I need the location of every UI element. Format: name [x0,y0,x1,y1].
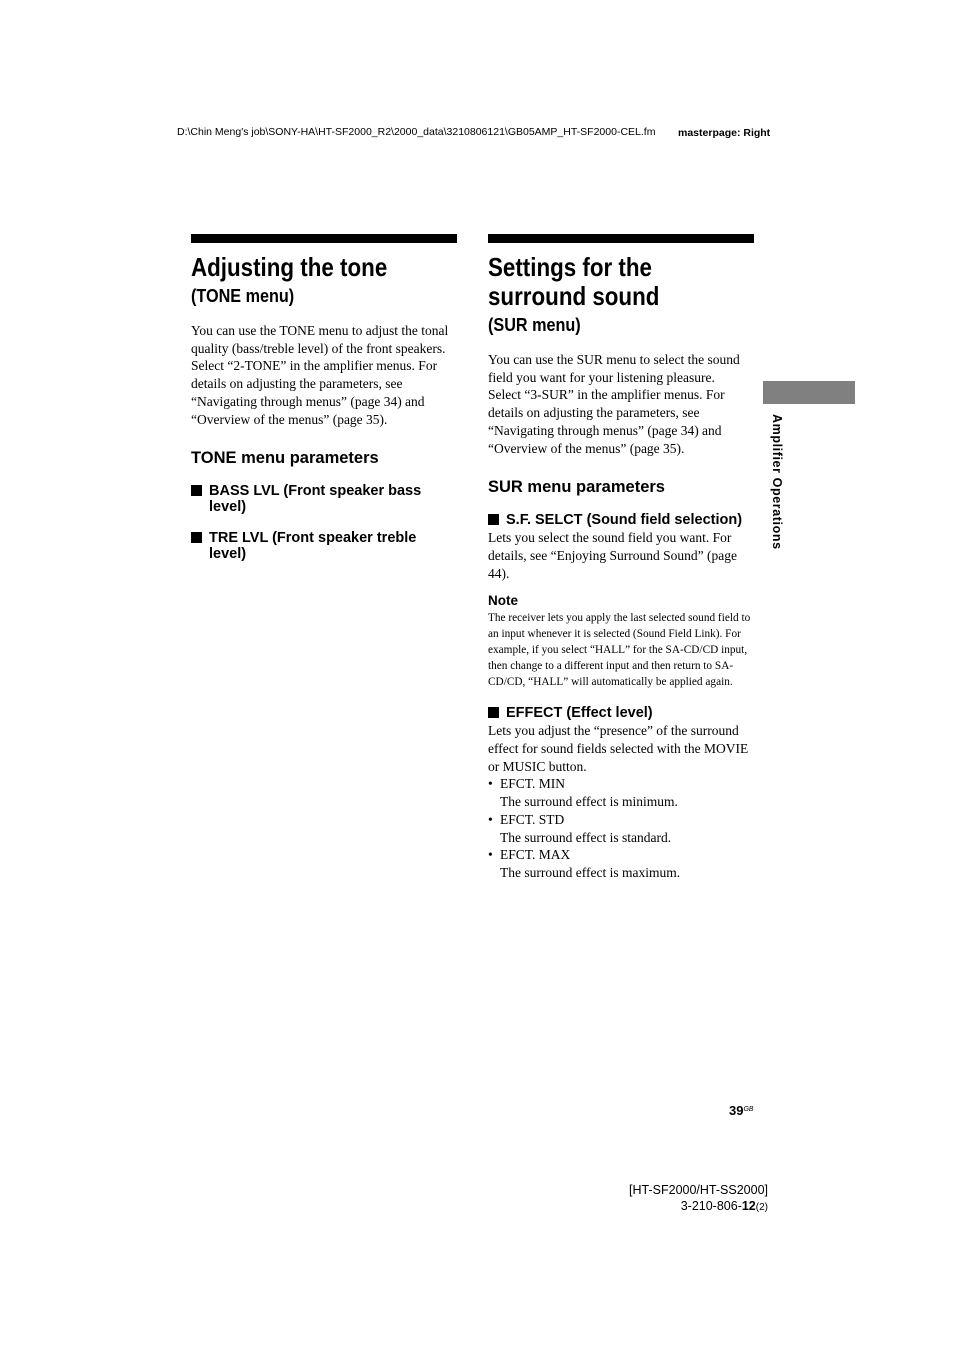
footer-code-rev: (2) [755,1202,768,1213]
tre-lvl-label: TRE LVL (Front speaker treble level) [209,530,417,563]
effect-description: Lets you adjust the “presence” of the surround effect for sound fields selected with the MOVIE or MUSIC button. [488,723,749,774]
bass-lvl-label: BASS LVL (Front speaker bass level) [209,483,422,516]
page-number-suffix: GB [743,1106,754,1113]
tone-subtitle: (TONE menu) [191,286,295,306]
bullet-dot-icon: • [488,811,493,827]
option-description: The surround effect is maximum. [500,864,681,880]
list-item [488,846,754,881]
masterpage-label: masterpage: Right [678,127,771,139]
list-item [488,775,754,810]
surround-intro [488,351,754,457]
bullet-dot-icon: • [488,776,493,792]
effect-label: EFFECT (Effect level) [506,705,653,722]
effect-options-list [488,775,754,881]
section-tab-label: Amplifier Operations [770,414,784,550]
sf-selct-heading [488,512,754,528]
surround-section [488,234,754,882]
option-description: The surround effect is minimum. [500,794,678,810]
option-term: EFCT. STD [500,811,565,827]
footer-code-line [629,1198,768,1216]
section-tab-marker [763,381,855,404]
bullet-dot-icon: • [488,847,493,863]
bass-lvl-heading [191,483,457,515]
tone-params-heading: TONE menu parameters [191,449,379,468]
footer-model: [HT-SF2000/HT-SS2000] [629,1183,768,1197]
surround-subtitle: (SUR menu) [488,315,581,335]
surround-title: Settings for the surround sound [488,252,660,311]
section-rule [191,234,457,243]
footer-code: 3-210-806- [680,1199,742,1213]
square-bullet-icon [488,514,499,525]
tone-section [191,234,457,562]
sf-selct-description: Lets you select the sound field you want. For details, see “Enjoying Surround Sound” (page 44). [488,530,737,581]
surround-intro-text: You can use the SUR menu to select the sound field you want for your listening pleasure. [488,352,740,385]
list-item [488,811,754,846]
document-footer [629,1182,768,1216]
effect-heading [488,705,754,721]
file-path-header: D:\Chin Meng's job\SONY-HA\HT-SF2000_R2\2000_data\3210806121\GB05AMP_HT-SF2000-CEL.fm [177,126,656,138]
tone-intro-text: You can use the TONE menu to adjust the tonal quality (bass/treble level) of the front speakers. [191,323,449,356]
option-description: The surround effect is standard. [500,829,672,845]
option-term: EFCT. MIN [500,776,566,792]
square-bullet-icon [191,485,202,496]
page-number-value: 39 [729,1103,744,1118]
note-heading: Note [488,593,518,609]
tone-intro [191,322,457,428]
tre-lvl-heading [191,530,457,562]
section-rule [488,234,754,243]
note-text: The receiver lets you apply the last selected sound field to an input whenever it is selected (Sound Field Link). For example, if you select “HALL” for the SA-CD/CD input, then change to a different input and then return to SA-CD/CD, “HALL” will automatically be applied again. [488,612,751,689]
page-number [729,1103,754,1118]
square-bullet-icon [191,532,202,543]
sur-params-heading: SUR menu parameters [488,478,665,497]
square-bullet-icon [488,707,499,718]
tone-title: Adjusting the tone [191,252,388,282]
option-term: EFCT. MAX [500,847,571,863]
tone-intro-select-text: Select “2-TONE” in the amplifier menus. For details on adjusting the parameters, see “Navigating through menus” (page 34) and “Overview of the menus” (page 35). [191,358,438,427]
sf-selct-label: S.F. SELCT (Sound field selection) [506,512,743,529]
surround-intro-select-text: Select “3-SUR” in the amplifier menus. For details on adjusting the parameters, see “Navigating through menus” (page 34) and “Overview of the menus” (page 35). [488,387,725,456]
footer-code-bold: 12 [741,1199,756,1213]
